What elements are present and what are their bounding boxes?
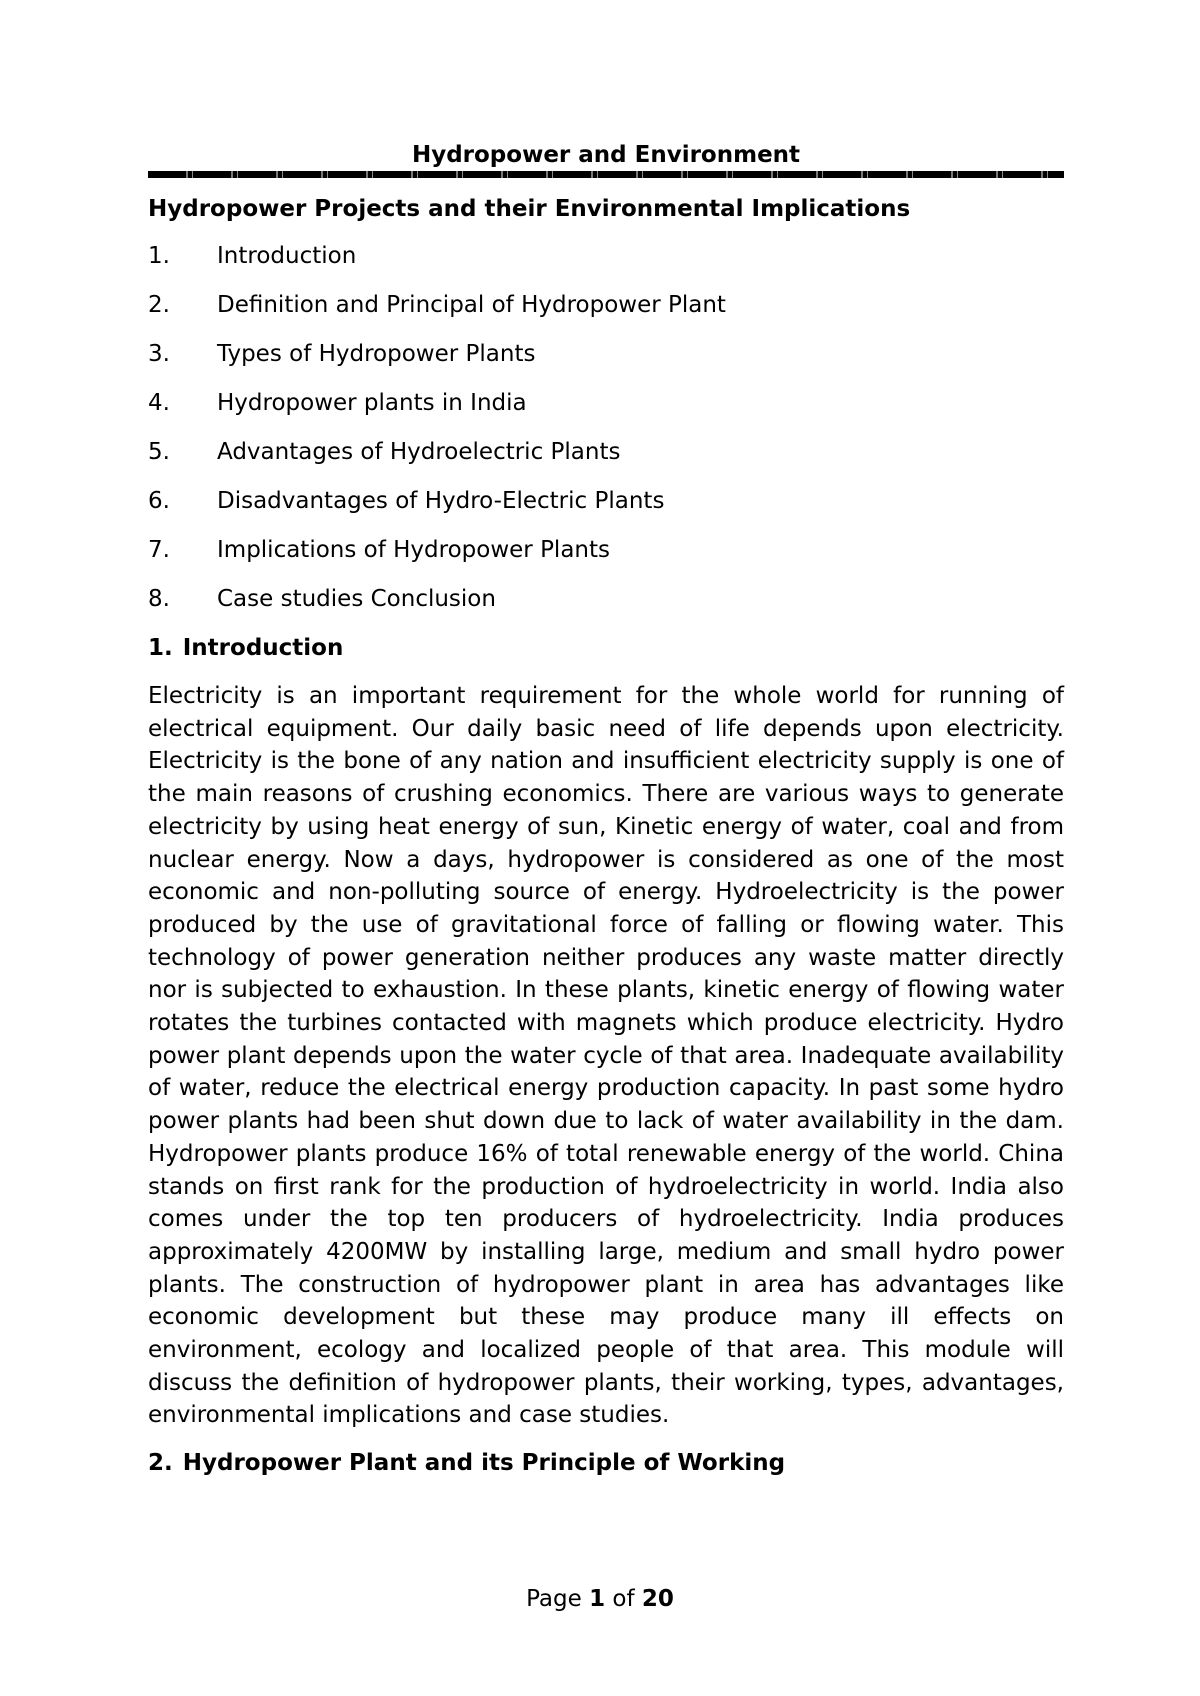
toc-item (148, 339, 1064, 369)
toc-item-label: Case studies Conclusion (217, 586, 496, 612)
section-title: Hydropower Plant and its Principle of Working (182, 1450, 786, 1477)
toc-item-label: Disadvantages of Hydro-Electric Plants (217, 488, 665, 514)
table-of-contents (148, 241, 1064, 614)
toc-item-number: 4. (148, 390, 170, 416)
toc-item-label: Advantages of Hydroelectric Plants (217, 439, 621, 465)
document-title: Hydropower Projects and their Environmental Implications (148, 196, 911, 222)
footer-page-word: Page (526, 1586, 582, 1612)
toc-item-number: 7. (148, 537, 170, 563)
section-introduction (148, 633, 1064, 1432)
header-rule (148, 171, 1064, 178)
toc-item-number: 1. (148, 243, 170, 269)
toc-item (148, 437, 1064, 467)
toc-item-label: Implications of Hydropower Plants (217, 537, 610, 563)
running-header: Hydropower and Environment (411, 142, 801, 168)
toc-item (148, 535, 1064, 565)
document-page (148, 140, 1064, 1478)
toc-item-label: Types of Hydropower Plants (217, 341, 536, 367)
toc-item-number: 8. (148, 586, 170, 612)
section-title: Introduction (182, 635, 344, 661)
toc-item-label: Introduction (217, 243, 357, 269)
section-principle (148, 1448, 1064, 1478)
section-heading (148, 1448, 1064, 1478)
section-body: Electricity is an important requirement for the whole world for running of electrical equipment. Our daily basic need of life depends upon electricity. Electricity is the bone of any nation and insufficient electricity supply is one of the main reasons of crushing economics. There are various ways to generate electricity by using heat energy of sun, Kinetic energy of water, coal and from nuclear energy. Now a days, hydropower is considered as one of the most economic and non-polluting source of energy. Hydroelectricity is the power produced by the use of gravitational force of falling or flowing water. This technology of power generation neither produces any waste matter directly nor is subjected to exhaustion. In these plants, kinetic energy of flowing water rotates the turbines contacted with magnets which produce electricity. Hydro power plant depends upon the water cycle of that area. Inadequate availability of water, reduce the electrical energy production capacity. In past some hydro power plants had been shut down due to lack of water availability in the dam. Hydropower plants produce 16% of total renewable energy of the world. China stands on first rank for the production of hydroelectricity in world. India also comes under the top ten producers of hydroelectricity. India produces approximately 4200MW by installing large, medium and small hydro power plants. The construction of hydropower plant in area has advantages like economic development but these may produce many ill effects on environment, ecology and localized people of that area. This module will discuss the definition of hydropower plants, their working, types, advantages, environmental implications and case studies. (148, 683, 1064, 1429)
page-footer (0, 1584, 1200, 1614)
toc-item-label: Hydropower plants in India (217, 390, 527, 416)
section-heading (148, 633, 1064, 663)
section-number: 2. (148, 1450, 173, 1477)
toc-item (148, 388, 1064, 418)
toc-item-number: 5. (148, 439, 170, 465)
toc-item-label: Definition and Principal of Hydropower Plant (217, 292, 726, 318)
section-number: 1. (148, 635, 173, 661)
toc-item-number: 6. (148, 488, 170, 514)
toc-item (148, 486, 1064, 516)
toc-item (148, 290, 1064, 320)
toc-item (148, 584, 1064, 614)
footer-total-pages: 20 (641, 1586, 674, 1612)
toc-item-number: 2. (148, 292, 170, 318)
footer-of-word: of (612, 1586, 635, 1612)
footer-current-page: 1 (589, 1586, 606, 1612)
toc-item-number: 3. (148, 341, 170, 367)
toc-item (148, 241, 1064, 271)
